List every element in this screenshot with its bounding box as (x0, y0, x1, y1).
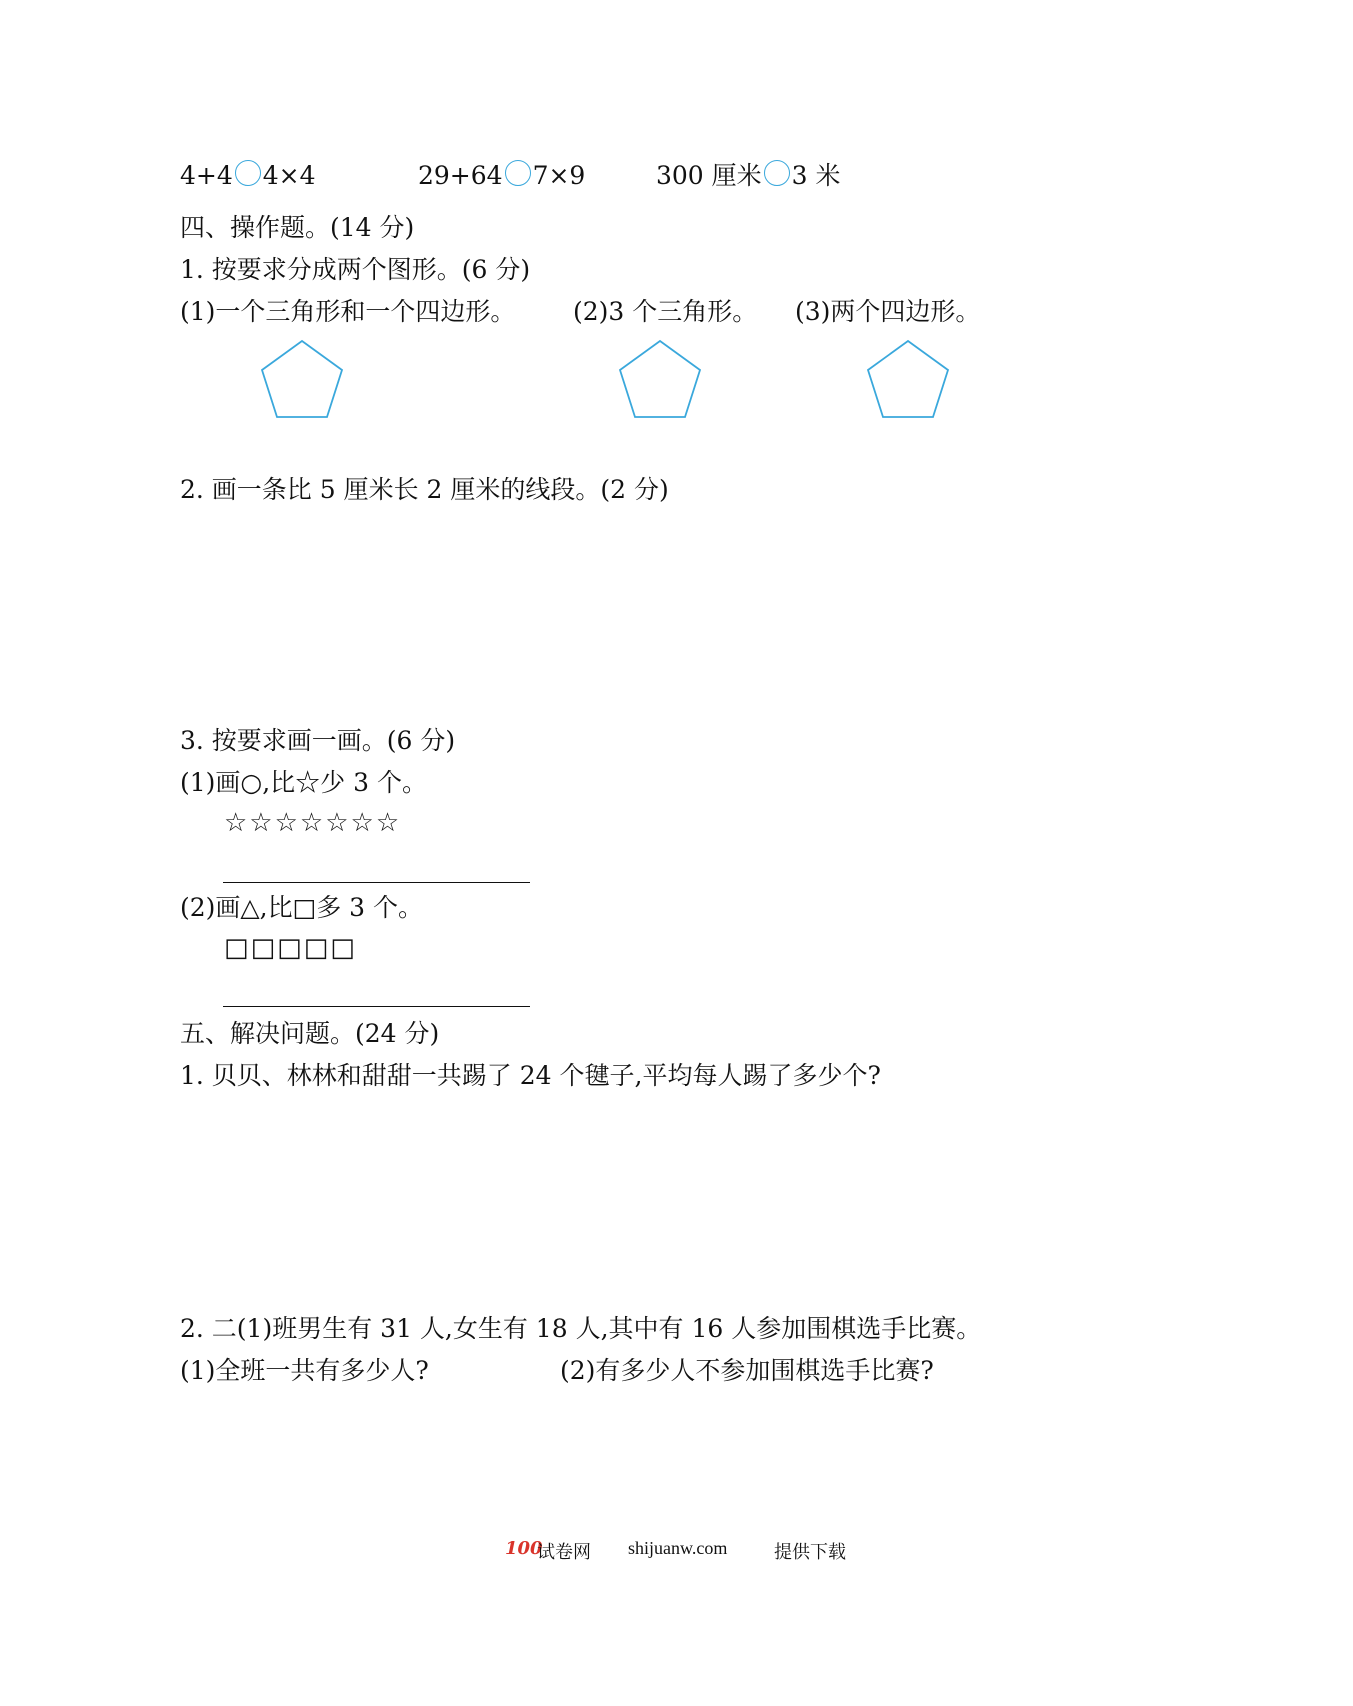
section-4-title: 四、操作题。(14 分) (180, 213, 415, 242)
section-5-title: 五、解决问题。(24 分) (180, 1019, 440, 1048)
compare-right: 3 米 (791, 161, 841, 190)
compare-left: 300 厘米 (656, 161, 762, 190)
compare-left: 29+64 (418, 161, 503, 190)
answer-circle[interactable] (235, 160, 261, 186)
question-2-part-2: (2)有多少人不参加围棋选手比赛? (560, 1356, 934, 1385)
compare-right: 7×9 (532, 161, 586, 190)
answer-line-1[interactable] (223, 882, 530, 883)
compare-right: 4×4 (262, 161, 316, 190)
compare-item-2 (418, 160, 585, 192)
answer-line-2[interactable] (223, 1006, 530, 1007)
footer-site-name: 试卷网 (537, 1542, 591, 1562)
footer-note: 提供下载 (774, 1542, 846, 1562)
section-5-question-1: 1. 贝贝、林林和甜甜一共踢了 24 个毽子,平均每人踢了多少个? (180, 1061, 881, 1090)
compare-left: 4+4 (180, 161, 233, 190)
question-1-part-1: (1)一个三角形和一个四边形。 (180, 297, 516, 326)
answer-circle[interactable] (764, 160, 790, 186)
section-4-question-2: 2. 画一条比 5 厘米长 2 厘米的线段。(2 分) (180, 475, 669, 504)
pentagon-shape-3[interactable] (865, 338, 951, 420)
compare-item-1 (180, 160, 316, 192)
site-logo: 100 (505, 1538, 543, 1559)
footer-domain[interactable]: shijuanw.com (628, 1538, 728, 1558)
pentagon-shape-2[interactable] (617, 338, 703, 420)
star-row: ☆☆☆☆☆☆☆ (224, 808, 402, 838)
question-1-part-2: (2)3 个三角形。 (573, 297, 758, 326)
question-2-part-1: (1)全班一共有多少人? (180, 1356, 429, 1385)
pentagon-shape-1[interactable] (259, 338, 345, 420)
square-row: □□□□□ (224, 933, 357, 963)
question-1-part-3: (3)两个四边形。 (795, 297, 981, 326)
question-3-part-1: (1)画○,比☆少 3 个。 (180, 768, 427, 797)
section-5-question-2: 2. 二(1)班男生有 31 人,女生有 18 人,其中有 16 人参加围棋选手比赛。 (180, 1314, 982, 1343)
section-4-question-1: 1. 按要求分成两个图形。(6 分) (180, 255, 531, 284)
section-4-question-3: 3. 按要求画一画。(6 分) (180, 726, 456, 755)
answer-circle[interactable] (505, 160, 531, 186)
question-3-part-2: (2)画△,比□多 3 个。 (180, 893, 424, 922)
compare-item-3 (656, 160, 841, 192)
